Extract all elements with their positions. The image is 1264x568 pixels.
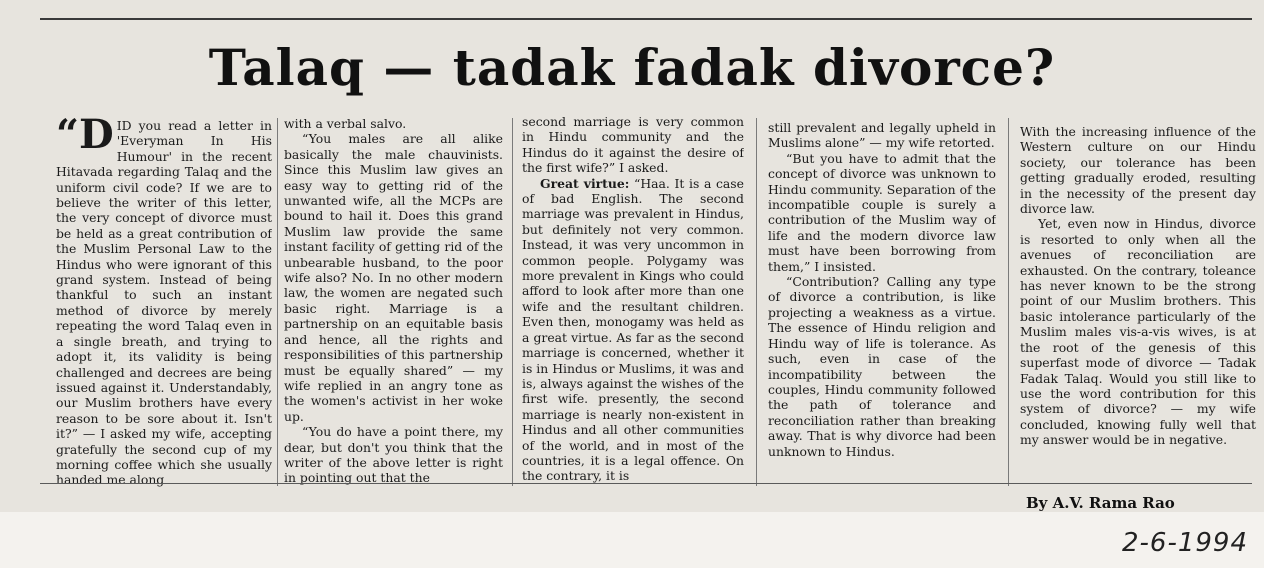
article-column-5 xyxy=(1020,124,1256,484)
article-column-3 xyxy=(522,114,744,494)
column-5-paragraph-2: Yet, even now in Hindus, divorce is resorted to only when all the avenues of reconciliation are exhausted. On the contrary, toleance has never known to be the strong point of our Muslim brothers. This basic intolerance particularly of the Muslim males vis-a-vis wives, is at the root of the genesis of this superfast mode of divorce — Tadak Fadak Talaq. Would you still like to use the word contribution for this system of divorce? — my wife concluded, knowing fully well that my answer would be in negative. xyxy=(1020,216,1256,448)
column-4-paragraph-1: still prevalent and legally upheld in Muslims alone” — my wife retorted. xyxy=(768,120,996,151)
column-divider xyxy=(1008,118,1009,486)
subheading-great-virtue: Great virtue: xyxy=(540,175,630,191)
top-rule xyxy=(40,18,1252,20)
bottom-rule xyxy=(40,483,1252,484)
column-1-paragraph-1 xyxy=(56,118,272,488)
column-5-paragraph-1: With the increasing influence of the Western culture on our Hindu society, our tolerance has been getting gradually eroded, resulting in the necessity of the present day divorce law. xyxy=(1020,124,1256,217)
column-2-paragraph-2: “You males are all alike basically the male chauvinists. Since this Muslim law gives an easy way to getting rid of the unwanted wife, all the MCPs are bound to hail it. Does this grand Muslim law provide the same instant facility of getting rid of the unbearable husband, to the poor wife also? No. In no other modern law, the women are negated such basic right. Marriage is a partnership on an equitable basis and hence, all the rights and responsibilities of this partnership must be equally shared” — my wife replied in an angry tone as the women's activist in her woke up. xyxy=(284,131,503,424)
column-divider xyxy=(756,118,757,486)
column-3-paragraph-2 xyxy=(522,176,744,484)
column-3-paragraph-1: second marriage is very common in Hindu community and the Hindus do it against the desire of the first wife?” I asked. xyxy=(522,114,744,176)
column-divider xyxy=(277,118,278,486)
column-3-paragraph-2-text: “Haa. It is a case of bad English. The second marriage was prevalent in Hindus, but definitely not very common. Instead, it was very uncommon in common people. Polygamy was more prevalent in Kings who could afford to look after more than one wife and the resultant children. Even then, monogamy was held as a great virtue. As far as the second marriage is concerned, whether it is in Hindus or Muslims, it was and is, always against the wishes of the first wife. presently, the second marriage is nearly non-existent in Hindus and all other communities of the world, and in most of the countries, it is a legal offence. On the contrary, it is xyxy=(522,175,744,484)
drop-cap: “D xyxy=(56,118,114,158)
column-1-text: ID you read a letter in 'Everyman In His Humour' in the recent Hitavada regarding Talaq and the uniform civil code? If we are to believe the writer of this letter, the very concept of divorce must be held as a great contribution of the Muslim Personal Law to the Hindus who were ignorant of this grand system. Instead of being thankful to such an instant method of divorce by merely repeating the word Talaq even in a single breath, and trying to adopt it, its validity is being challenged and decrees are being issued against it. Understandably, our Muslim brothers have every reason to be sore about it. Isn't it?” — I asked my wife, accepting gratefully the second cup of my morning coffee which she usually handed me along xyxy=(56,118,272,488)
column-divider xyxy=(512,118,513,486)
article-column-1 xyxy=(56,118,272,488)
handwritten-date: 2-6-1994 xyxy=(1122,528,1249,558)
column-2-paragraph-1: with a verbal salvo. xyxy=(284,116,407,131)
column-4-paragraph-3: “Contribution? Calling any type of divorce a contribution, is like projecting a weakness as a virtue. The essence of Hindu religion and Hindu way of life is tolerance. As such, even in case of the incompatibility between the couples, Hindu community followed the path of tolerance and reconciliation rather than breaking away. That is why divorce had been unknown to Hindus. xyxy=(768,274,996,459)
article-column-4 xyxy=(768,120,996,510)
author-byline: By A.V. Rama Rao xyxy=(1026,494,1175,512)
column-4-paragraph-2: “But you have to admit that the concept of divorce was unknown to Hindu community. Separation of the incompatible couple is surely a contribution of the Muslim way of life and the modern divorce law must have been borrowing from them,” I insisted. xyxy=(768,150,996,274)
article-column-2 xyxy=(284,116,503,486)
column-2-paragraph-3: “You do have a point there, my dear, but don't you think that the writer of the above letter is right in pointing out that the xyxy=(284,424,503,486)
article-headline: Talaq — tadak fadak divorce? xyxy=(208,38,1056,97)
